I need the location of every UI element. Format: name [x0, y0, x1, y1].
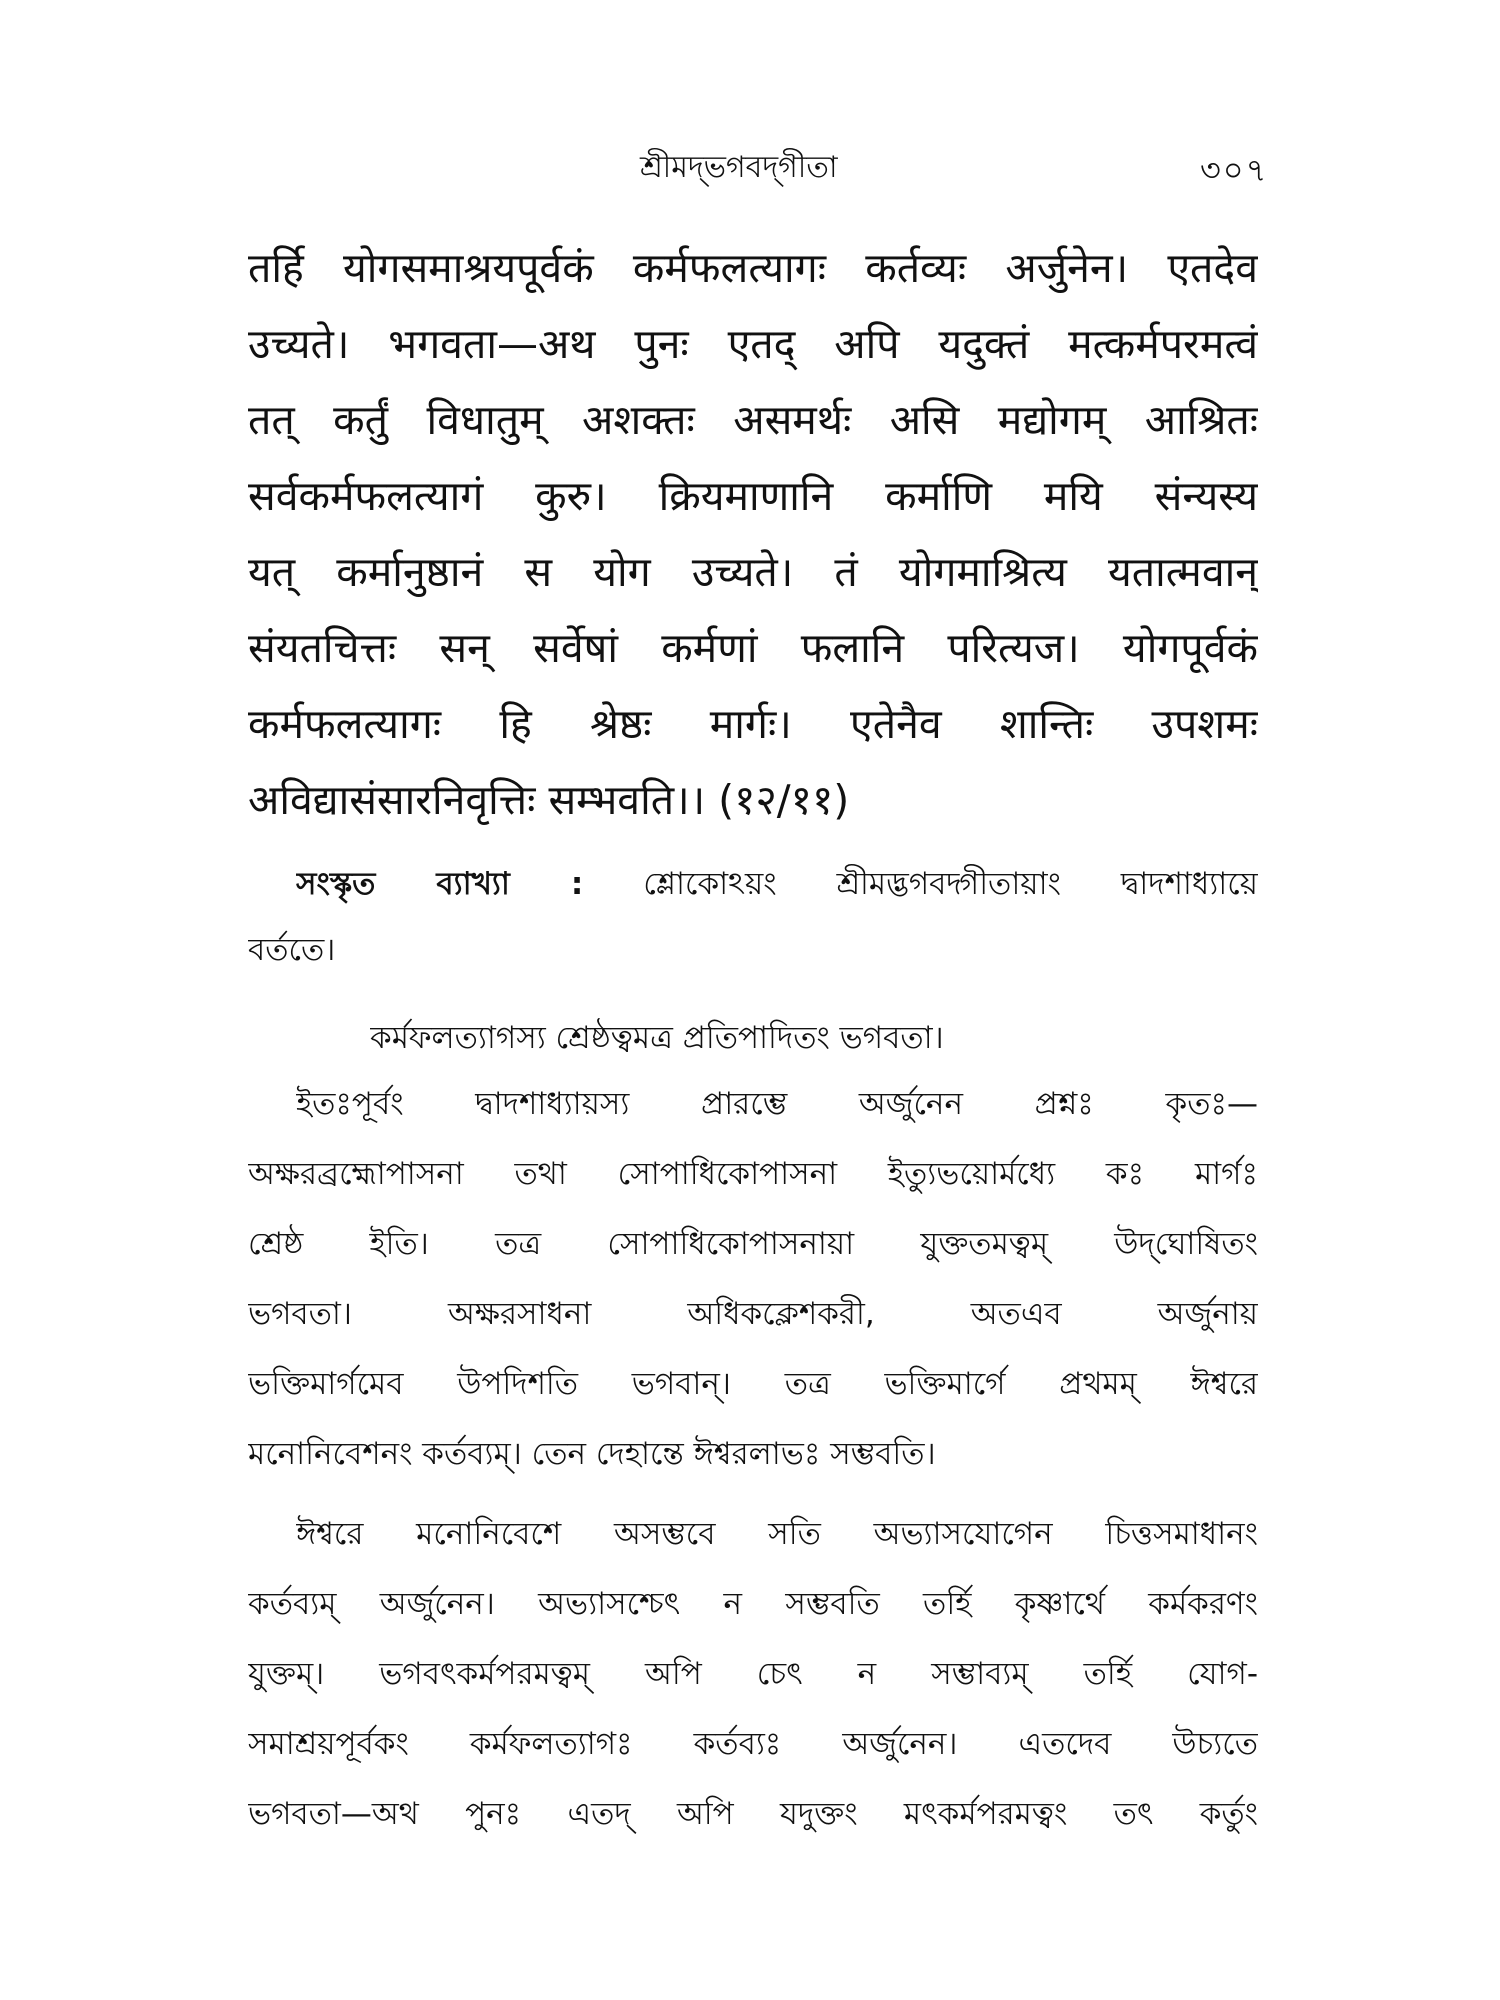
sanskrit-line: तर्हि योगसमाश्रयपूर्वकं कर्मफलत्यागः कर्तव्यः अर्जुनेन। एतदेव	[248, 244, 1258, 292]
page-number: ৩০৭	[1200, 151, 1269, 189]
commentary-line: সমাশ্রয়পূর্বকং কর্মফলত্যাগঃ কর্তব্যঃ অর্জুনেন। এতদেব উচ্যতে	[248, 1726, 1258, 1762]
commentary-line: কর্তব্যম্ অর্জুনেন। অভ্যাসশ্চেৎ ন সম্ভবতি তর্হি কৃষ্ণার্থে কর্মকরণং	[248, 1586, 1258, 1622]
commentary-heading: সংস্কৃত ব্যাখ্যা :	[296, 866, 584, 902]
commentary-line: যুক্তম্। ভগবৎকর্মপরমত্বম্ অপি চেৎ ন সম্ভাব্যম্ তর্হি যোগ-	[248, 1656, 1258, 1692]
sanskrit-line: अविद्यासंसारनिवृत्तिः सम्भवति।। (१२/११)	[248, 776, 850, 824]
running-title: শ্রীমদ্‌ভগবদ্‌গীতা	[640, 150, 838, 185]
sanskrit-line: कर्मफलत्यागः हि श्रेष्ठः मार्गः। एतेनैव शान्तिः उपशमः	[248, 700, 1258, 748]
sanskrit-line: संयतचित्तः सन् सर्वेषां कर्मणां फलानि परित्यज। योगपूर्वकं	[248, 624, 1258, 672]
commentary-line: অক্ষরব্রহ্মোপাসনা তথা সোপাধিকোপাসনা ইত্যুভয়োর্মধ্যে কঃ মার্গঃ	[248, 1156, 1258, 1192]
commentary-line: ইতঃপূর্বং দ্বাদশাধ্যায়স্য প্রারম্ভে অর্জুনেন প্রশ্নঃ কৃতঃ—	[296, 1086, 1258, 1122]
commentary-line: ভগবতা—অথ পুনঃ এতদ্ অপি যদুক্তং মৎকর্মপরমত্বং তৎ কর্তুং	[248, 1796, 1258, 1832]
sanskrit-line: सर्वकर्मफलत्यागं कुरु। क्रियमाणानि कर्माणि मयि संन्यस्य	[248, 472, 1258, 520]
commentary-line: ভগবতা। অক্ষরসাধনা অধিকক্লেশকরী, অতএব অর্জুনায়	[248, 1296, 1258, 1332]
commentary-heading-text: শ্লোকোঽয়ং শ্রীমদ্ভগবদ্গীতায়াং দ্বাদশাধ্যায়ে	[583, 866, 1258, 902]
commentary-line: বর্ততে।	[248, 932, 336, 968]
commentary-centered-line: কর্মফলত্যাগস্য শ্রেষ্ঠত্বমত্র প্রতিপাদিতং ভগবতা।	[370, 1020, 944, 1056]
commentary-line: শ্রেষ্ঠ ইতি। তত্র সোপাধিকোপাসনায়া যুক্ততমত্বম্ উদ্‌ঘোষিতং	[248, 1226, 1258, 1262]
commentary-line: মনোনিবেশনং কর্তব্যম্। তেন দেহান্তে ঈশ্বরলাভঃ সম্ভবতি।	[248, 1436, 936, 1472]
sanskrit-line: यत् कर्मानुष्ठानं स योग उच्यते। तं योगमाश्रित्य यतात्मवान्	[248, 548, 1258, 596]
sanskrit-line: उच्यते। भगवता—अथ पुनः एतद् अपि यदुक्तं मत्कर्मपरमत्वं	[248, 320, 1258, 368]
commentary-line: ঈশ্বরে মনোনিবেশে অসম্ভবে সতি অভ্যাসযোগেন চিত্তসমাধানং	[296, 1516, 1258, 1552]
sanskrit-line: तत् कर्तुं विधातुम् अशक्तः असमर्थः असि मद्योगम् आश्रितः	[248, 396, 1258, 444]
commentary-line: ভক্তিমার্গমেব উপদিশতি ভগবান্। তত্র ভক্তিমার্গে প্রথমম্ ঈশ্বরে	[248, 1366, 1258, 1402]
commentary-heading-line	[296, 858, 1258, 910]
